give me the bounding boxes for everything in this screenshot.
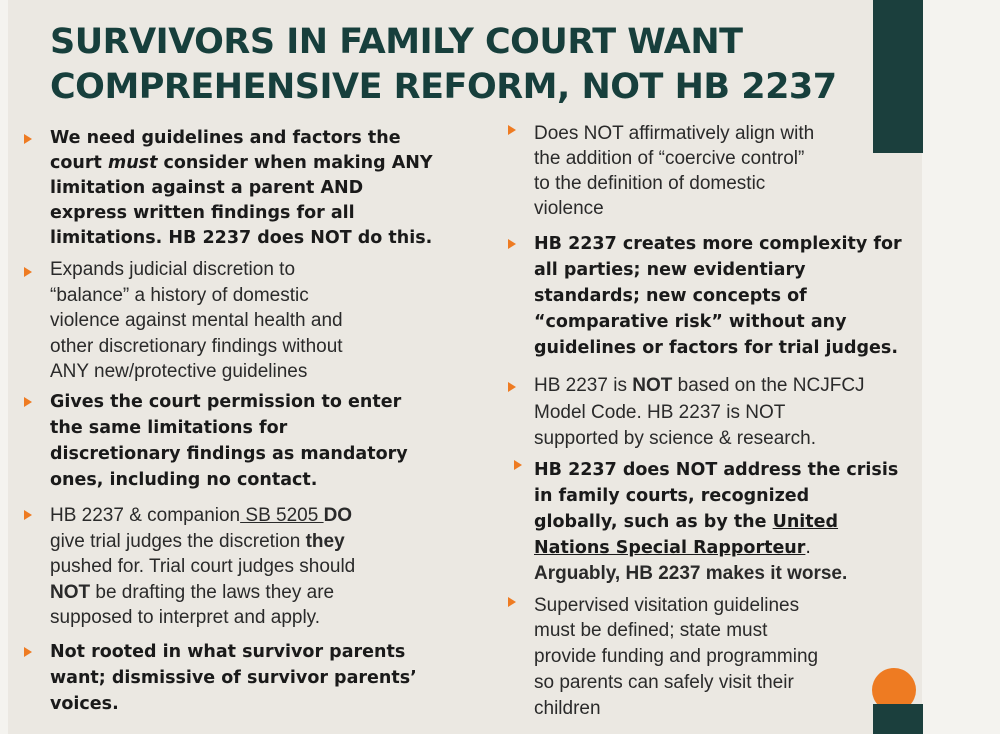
item-line: standards; new concepts of bbox=[534, 286, 807, 306]
right-column bbox=[508, 121, 902, 721]
list-item bbox=[508, 121, 888, 221]
item-line: Gives the court permission to enter bbox=[50, 391, 402, 412]
item-line: limitation against a parent AND bbox=[50, 178, 364, 198]
item-line: Arguably, HB 2237 makes it worse. bbox=[534, 562, 848, 584]
item-line: HB 2237 creates more complexity for bbox=[534, 234, 902, 254]
item-line: Not rooted in what survivor parents bbox=[50, 641, 406, 662]
un-rapporteur-link[interactable]: Nations Special Rapporteur bbox=[534, 537, 806, 558]
list-item bbox=[24, 639, 424, 717]
item-line: provide funding and programming bbox=[534, 646, 819, 668]
item-line: ones, including no contact. bbox=[50, 469, 318, 490]
list-item bbox=[24, 257, 424, 385]
item-line: Does NOT affirmatively align with bbox=[534, 123, 815, 144]
item-line: pushed for. Trial court judges should bbox=[50, 556, 356, 578]
un-rapporteur-link[interactable]: United bbox=[772, 511, 839, 532]
orange-triangle-bullet-icon bbox=[24, 647, 32, 657]
item-line: give trial judges the discretion they bbox=[50, 530, 345, 552]
item-line: children bbox=[534, 697, 601, 719]
item-line: voices. bbox=[50, 693, 119, 714]
list-item bbox=[508, 231, 902, 361]
orange-triangle-bullet-icon bbox=[514, 460, 522, 470]
item-line: ANY new/protective guidelines bbox=[50, 361, 308, 383]
item-line: “balance” a history of domestic bbox=[50, 284, 309, 306]
emphasis-text: must bbox=[107, 153, 158, 173]
item-line: NOT be drafting the laws they are bbox=[50, 581, 335, 603]
item-line: want; dismissive of survivor parents’ bbox=[50, 667, 417, 688]
item-line: in family courts, recognized bbox=[534, 485, 810, 506]
item-line: court must consider when making ANY bbox=[50, 153, 433, 173]
item-line: all parties; new evidentiary bbox=[534, 260, 806, 280]
item-line: HB 2237 does NOT address the crisis bbox=[534, 459, 899, 480]
list-item bbox=[508, 457, 899, 587]
item-line: discretionary findings as mandatory bbox=[50, 443, 408, 464]
item-line: other discretionary findings without bbox=[50, 335, 343, 357]
item-line: violence bbox=[534, 198, 604, 219]
orange-triangle-bullet-icon bbox=[508, 125, 516, 135]
item-line: supposed to interpret and apply. bbox=[50, 607, 321, 629]
item-line: the same limitations for bbox=[50, 417, 288, 438]
list-item bbox=[24, 503, 424, 631]
item-line: must be defined; state must bbox=[534, 620, 768, 642]
list-item bbox=[24, 389, 424, 493]
item-line: “comparative risk” without any bbox=[534, 312, 847, 332]
item-line: the addition of “coercive control” bbox=[534, 148, 805, 169]
item-line: violence against mental health and bbox=[50, 310, 343, 332]
orange-triangle-bullet-icon bbox=[24, 267, 32, 277]
list-item bbox=[508, 593, 888, 722]
title-line-2: COMPREHENSIVE REFORM, NOT HB 2237 bbox=[50, 67, 837, 107]
list-item bbox=[24, 126, 433, 251]
item-line: Model Code. HB 2237 is NOT bbox=[534, 401, 786, 423]
page-title bbox=[50, 20, 870, 110]
left-column bbox=[24, 126, 433, 717]
list-item bbox=[508, 373, 888, 453]
orange-triangle-bullet-icon bbox=[24, 134, 32, 144]
item-line: globally, such as by the United bbox=[534, 511, 839, 532]
item-line: Nations Special Rapporteur. bbox=[534, 537, 811, 558]
item-line: express written findings for all bbox=[50, 203, 355, 223]
title-line-1: SURVIVORS IN FAMILY COURT WANT bbox=[50, 22, 743, 62]
item-line: limitations. HB 2237 does NOT do this. bbox=[50, 228, 433, 248]
item-line: Supervised visitation guidelines bbox=[534, 594, 800, 616]
orange-triangle-bullet-icon bbox=[508, 382, 516, 392]
orange-triangle-bullet-icon bbox=[24, 510, 32, 520]
item-line: We need guidelines and factors the bbox=[50, 128, 401, 148]
item-line: Expands judicial discretion to bbox=[50, 259, 296, 280]
item-line: HB 2237 is NOT based on the NCJFCJ bbox=[534, 375, 865, 396]
item-line: HB 2237 & companion SB 5205 DO bbox=[50, 504, 353, 526]
orange-triangle-bullet-icon bbox=[508, 239, 516, 249]
item-line: guidelines or factors for trial judges. bbox=[534, 338, 898, 358]
bill-link[interactable]: SB 5205 bbox=[240, 504, 324, 526]
orange-triangle-bullet-icon bbox=[24, 397, 32, 407]
orange-triangle-bullet-icon bbox=[508, 597, 516, 607]
item-line: supported by science & research. bbox=[534, 428, 816, 449]
item-line: to the definition of domestic bbox=[534, 173, 766, 194]
item-line: so parents can safely visit their bbox=[534, 671, 794, 693]
